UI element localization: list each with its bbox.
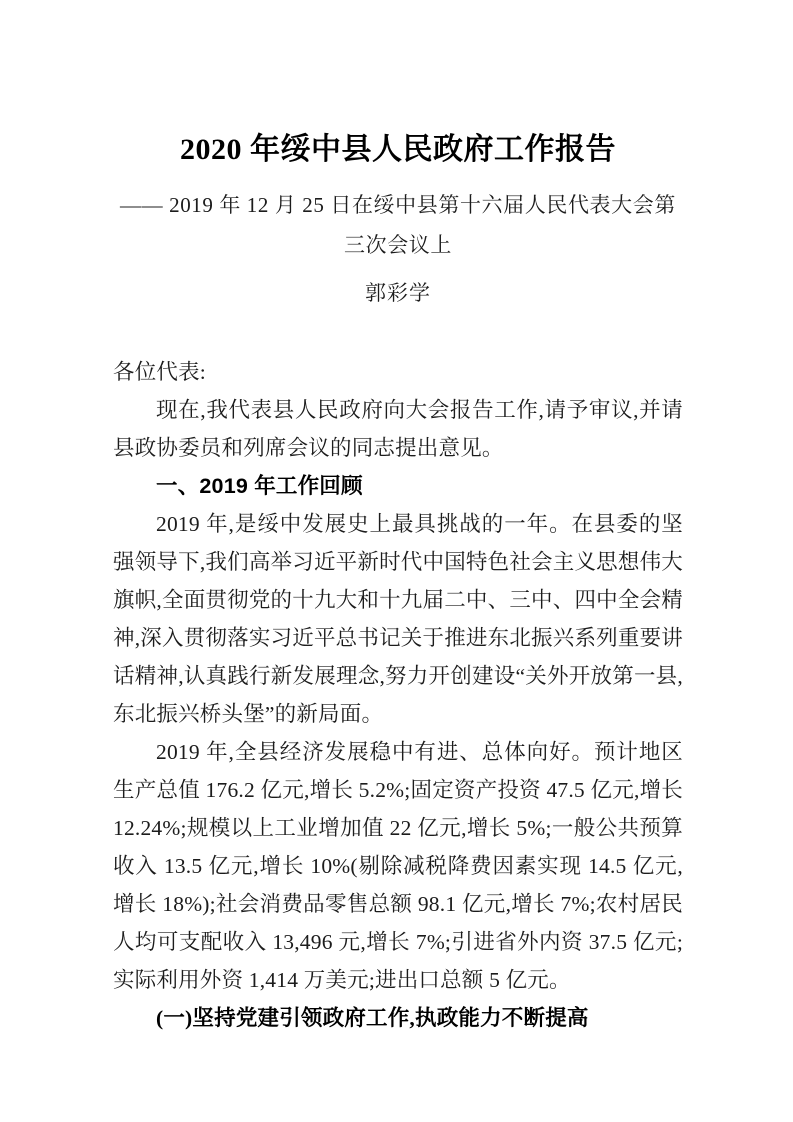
document-content	[113, 0, 683, 1037]
sub-heading-party-building: (一)坚持党建引领政府工作,执政能力不断提高	[156, 1006, 589, 1030]
intro-paragraph: 现在,我代表县人民政府向大会报告工作,请予审议,并请县政协委员和列席会议的同志提出意见。	[113, 398, 683, 460]
section-heading-work-review: 一、2019 年工作回顾	[156, 474, 363, 498]
body-paragraph: 2019 年,是绥中发展史上最具挑战的一年。在县委的坚强领导下,我们高举习近平新时代中国特色社会主义思想伟大旗帜,全面贯彻党的十九大和十九届二中、三中、四中全会精神,深入贯彻落实习近平总书记关于推进东北振兴系列重要讲话精神,认真践行新发展理念,努力开创建设“关外开放第一县,东北振兴桥头堡”的新局面。	[113, 512, 683, 726]
document-body	[113, 311, 683, 1037]
body-paragraph: 2019 年,全县经济发展稳中有进、总体向好。预计地区生产总值 176.2 亿元,增长 5.2%;固定资产投资 47.5 亿元,增长 12.24%;规模以上工业增加值 22 亿元,增长 5%;一般公共预算收入 13.5 亿元,增长 10%(剔除减税降费因素实现 14.5 亿元,增长 18%);社会消费品零售总额 98.1 亿元,增长 7%;农村居民人均可支配收入 13,496 元,增长 7%;引进省外内资 37.5 亿元;实际利用外资 1,414 万美元;进出口总额 5 亿元。	[113, 740, 683, 992]
page-title: 2020 年绥中县人民政府工作报告	[180, 133, 616, 166]
salutation-line: 各位代表:	[113, 360, 206, 384]
document-subtitle: —— 2019 年 12 月 25 日在绥中县第十六届人民代表大会第三次会议上	[120, 193, 676, 257]
document-author: 郭彩学	[365, 281, 431, 305]
